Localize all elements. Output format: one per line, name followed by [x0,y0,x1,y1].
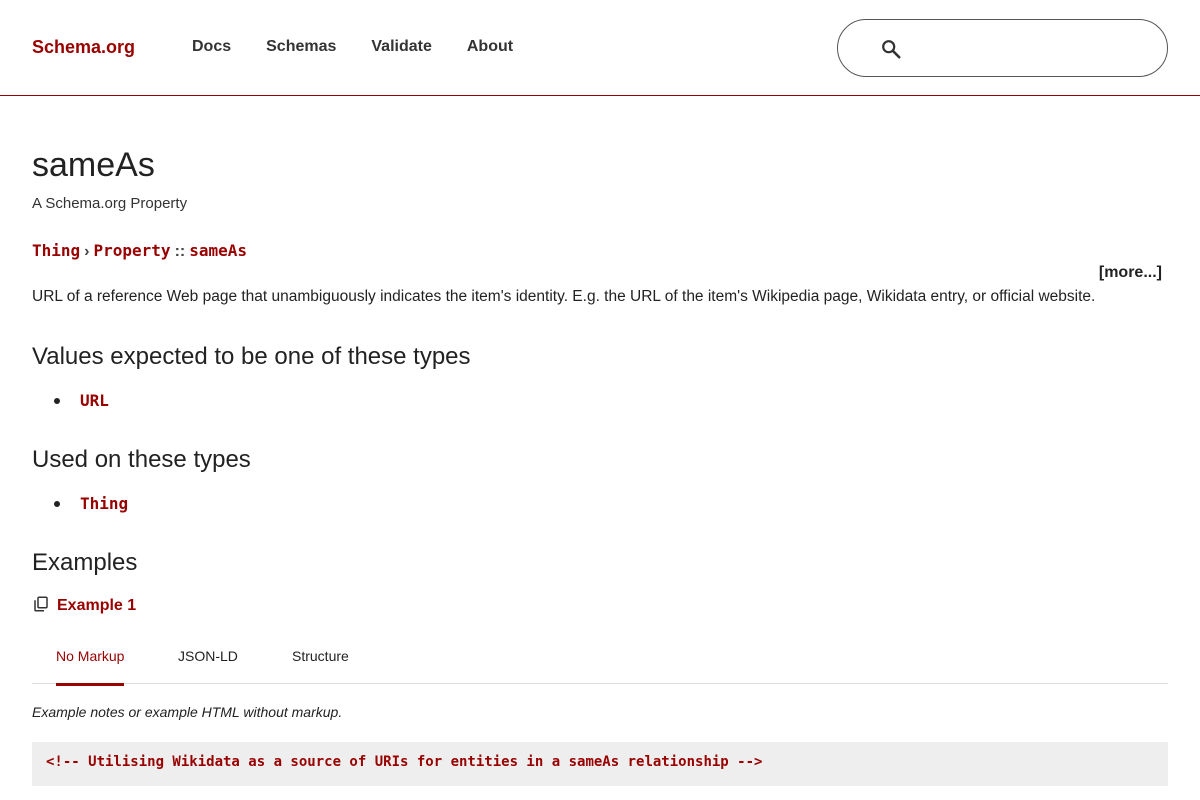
expected-types-heading: Values expected to be one of these types [32,343,471,370]
tab-structure[interactable]: Structure [292,648,349,664]
examples-heading: Examples [32,549,138,576]
breadcrumb-property[interactable]: Property [93,241,171,260]
example-1-link[interactable]: Example 1 [57,597,137,614]
bullet-icon [54,501,60,507]
nav-about[interactable]: About [466,38,514,55]
nav-validate[interactable]: Validate [371,38,432,55]
example-header [32,597,136,615]
breadcrumb-thing[interactable]: Thing [32,241,81,260]
used-on-heading: Used on these types [32,446,251,473]
breadcrumb [32,241,247,261]
bullet-icon [54,398,60,404]
search-input[interactable] [918,32,1152,66]
site-header [0,0,1200,96]
copy-icon[interactable] [32,595,50,613]
search-box[interactable] [837,19,1168,77]
main-nav [192,38,548,56]
example-tabs [32,634,1168,684]
list-item [32,494,128,518]
nav-docs[interactable]: Docs [192,38,232,55]
breadcrumb-separator: :: [174,243,186,260]
type-link-url[interactable]: URL [80,391,109,410]
page-title: sameAs [32,146,155,184]
site-logo[interactable]: Schema.org [32,37,136,57]
page-subtitle: A Schema.org Property [32,195,188,212]
used-on-list [32,494,128,518]
tab-no-markup[interactable]: No Markup [56,648,124,686]
list-item [32,391,109,415]
expected-types-list [32,391,109,415]
example-note: Example notes or example HTML without markup. [32,704,343,720]
tab-json-ld[interactable]: JSON-LD [178,648,238,664]
code-block: <!-- Utilising Wikidata as a source of URIs for entities in a sameAs relationship --> [32,742,1168,786]
breadcrumb-separator: › [84,243,90,260]
type-link-thing[interactable]: Thing [80,494,129,513]
search-icon[interactable] [880,38,902,60]
breadcrumb-current: sameAs [189,241,248,260]
property-description: URL of a reference Web page that unambiguously indicates the item's identity. E.g. the URL of the item's Wikipedia page, Wikidata entry, or official website. [32,288,1096,305]
nav-schemas[interactable]: Schemas [266,38,337,55]
more-link[interactable]: [more...] [1098,264,1162,281]
